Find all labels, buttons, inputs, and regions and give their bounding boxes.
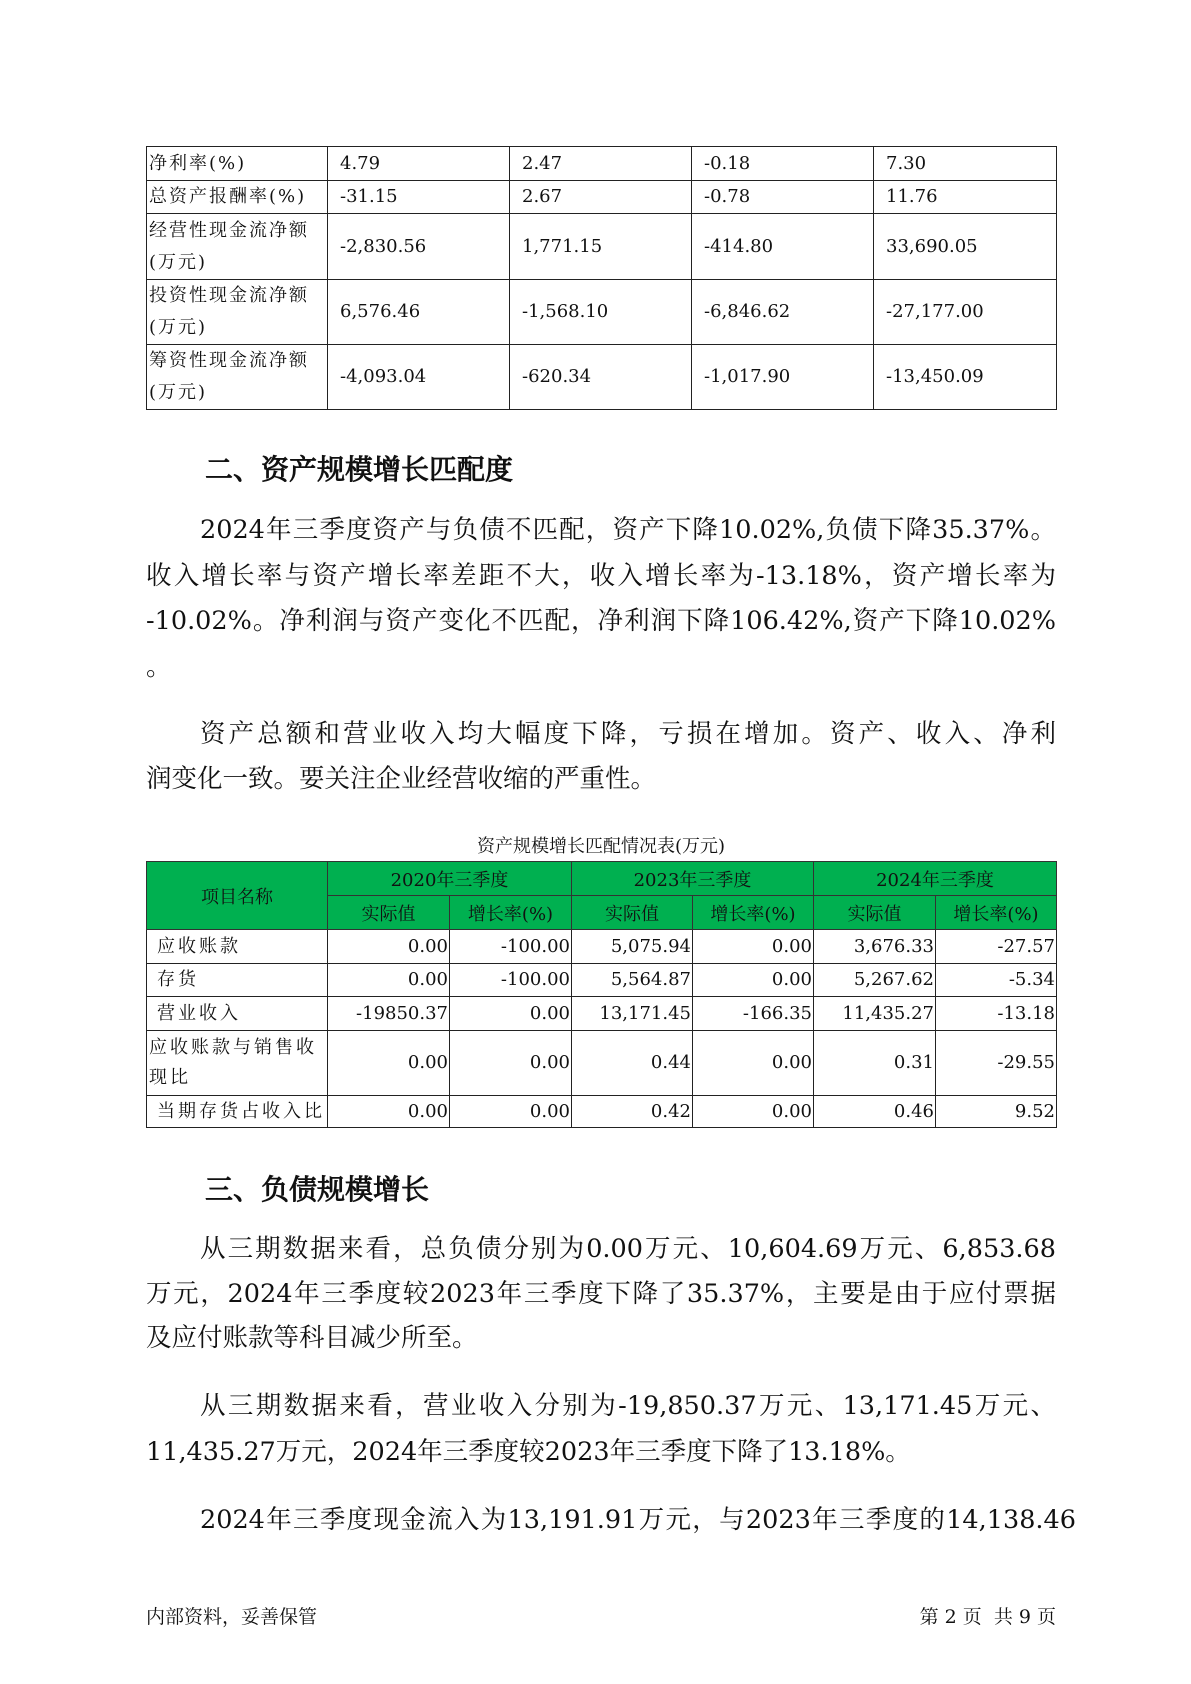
paragraph-line: 收入增长率与资产增长率差距不大，收入增长率为-13.18%，资产增长率为 [146,561,1056,591]
cell-value: 5,564.87 [572,964,693,997]
paragraph-line: 2024年三季度现金流入为13,191.91万元，与2023年三季度的14,138.46 [200,1505,1076,1535]
header-actual: 实际值 [572,896,693,930]
cell-value: 5,267.62 [814,964,936,997]
header-growth: 增长率(%) [936,896,1057,930]
cell-value: -0.18 [692,147,874,181]
row-label: 应收账款与销售收现比 [147,1031,328,1096]
row-label: 营业收入 [147,997,328,1031]
cell-value: 0.00 [328,1031,450,1096]
table-row [147,1031,1057,1096]
cell-value: 2.67 [510,181,692,214]
cell-value: 13,171.45 [572,997,693,1031]
cell-value: 11.76 [874,181,1057,214]
header-period: 2023年三季度 [572,862,814,896]
header-item-name: 项目名称 [147,862,328,930]
section-heading: 三、负债规模增长 [205,1173,430,1206]
table-row [147,964,1057,997]
paragraph-line: 资产总额和营业收入均大幅度下降，亏损在增加。资产、收入、净利 [200,719,1056,749]
row-label: 应收账款 [147,930,328,964]
row-label: 存货 [147,964,328,997]
cell-value: 0.00 [328,1096,450,1128]
cell-value: 5,075.94 [572,930,693,964]
footer-confidential: 内部资料，妥善保管 [146,1606,318,1628]
paragraph-line: 润变化一致。要关注企业经营收缩的严重性。 [146,764,657,794]
cell-value: -1,017.90 [692,345,874,410]
cell-value: 0.00 [328,964,450,997]
cell-value: 4.79 [328,147,510,181]
paragraph-line: 2024年三季度资产与负债不匹配，资产下降10.02%,负债下降35.37%。 [200,515,1056,545]
cell-value: 0.00 [693,930,814,964]
table-caption: 资产规模增长匹配情况表(万元) [476,836,726,857]
table-row [147,214,1057,280]
cell-value: -13,450.09 [874,345,1057,410]
header-actual: 实际值 [328,896,450,930]
cell-value: 0.00 [693,1031,814,1096]
cell-value: 9.52 [936,1096,1057,1128]
row-label: 经营性现金流净额(万元) [147,214,328,280]
cell-value: -100.00 [450,964,572,997]
section-heading: 二、资产规模增长匹配度 [205,453,514,486]
row-label: 当期存货占收入比 [147,1096,328,1128]
financial-ratio-table [146,146,1057,410]
paragraph-line: 及应付账款等科目减少所至。 [146,1323,478,1353]
cell-value: -1,568.10 [510,280,692,345]
table-row [147,930,1057,964]
table-row [147,1096,1057,1128]
cell-value: 0.44 [572,1031,693,1096]
cell-value: -4,093.04 [328,345,510,410]
table-row [147,280,1057,345]
cell-value: -166.35 [693,997,814,1031]
row-label: 投资性现金流净额(万元) [147,280,328,345]
header-growth: 增长率(%) [693,896,814,930]
cell-value: 0.00 [693,964,814,997]
cell-value: 0.00 [450,1031,572,1096]
header-actual: 实际值 [814,896,936,930]
cell-value: 7.30 [874,147,1057,181]
row-label: 筹资性现金流净额(万元) [147,345,328,410]
cell-value: -100.00 [450,930,572,964]
table-row [147,181,1057,214]
cell-value: -5.34 [936,964,1057,997]
table-row [147,345,1057,410]
footer-page-number: 第 2 页 共 9 页 [919,1606,1056,1628]
cell-value: 33,690.05 [874,214,1057,280]
cell-value: 6,576.46 [328,280,510,345]
paragraph-line: 11,435.27万元，2024年三季度较2023年三季度下降了13.18%。 [146,1437,911,1467]
cell-value: -6,846.62 [692,280,874,345]
cell-value: -2,830.56 [328,214,510,280]
cell-value: 0.00 [450,997,572,1031]
cell-value: -414.80 [692,214,874,280]
table-row [147,997,1057,1031]
asset-growth-table [146,861,1057,1128]
table-row [147,147,1057,181]
cell-value: 0.42 [572,1096,693,1128]
cell-value: 0.00 [450,1096,572,1128]
paragraph-line: -10.02%。净利润与资产变化不匹配，净利润下降106.42%,资产下降10.02% [146,606,1056,636]
cell-value: -27.57 [936,930,1057,964]
paragraph-line: 万元，2024年三季度较2023年三季度下降了35.37%，主要是由于应付票据 [146,1279,1056,1309]
cell-value: 0.00 [693,1096,814,1128]
cell-value: -620.34 [510,345,692,410]
cell-value: -31.15 [328,181,510,214]
cell-value: 11,435.27 [814,997,936,1031]
cell-value: -13.18 [936,997,1057,1031]
cell-value: -27,177.00 [874,280,1057,345]
cell-value: 2.47 [510,147,692,181]
cell-value: -19850.37 [328,997,450,1031]
header-period: 2020年三季度 [328,862,572,896]
paragraph-line: 从三期数据来看，总负债分别为0.00万元、10,604.69万元、6,853.68 [200,1234,1056,1264]
cell-value: 3,676.33 [814,930,936,964]
cell-value: -29.55 [936,1031,1057,1096]
cell-value: 0.00 [328,930,450,964]
cell-value: 0.31 [814,1031,936,1096]
paragraph-line: 从三期数据来看，营业收入分别为-19,850.37万元、13,171.45万元、 [200,1391,1056,1421]
row-label: 总资产报酬率(%) [147,181,328,214]
cell-value: 1,771.15 [510,214,692,280]
row-label: 净利率(%) [147,147,328,181]
header-period: 2024年三季度 [814,862,1057,896]
header-growth: 增长率(%) [450,896,572,930]
paragraph-line: 。 [146,652,172,682]
cell-value: -0.78 [692,181,874,214]
cell-value: 0.46 [814,1096,936,1128]
